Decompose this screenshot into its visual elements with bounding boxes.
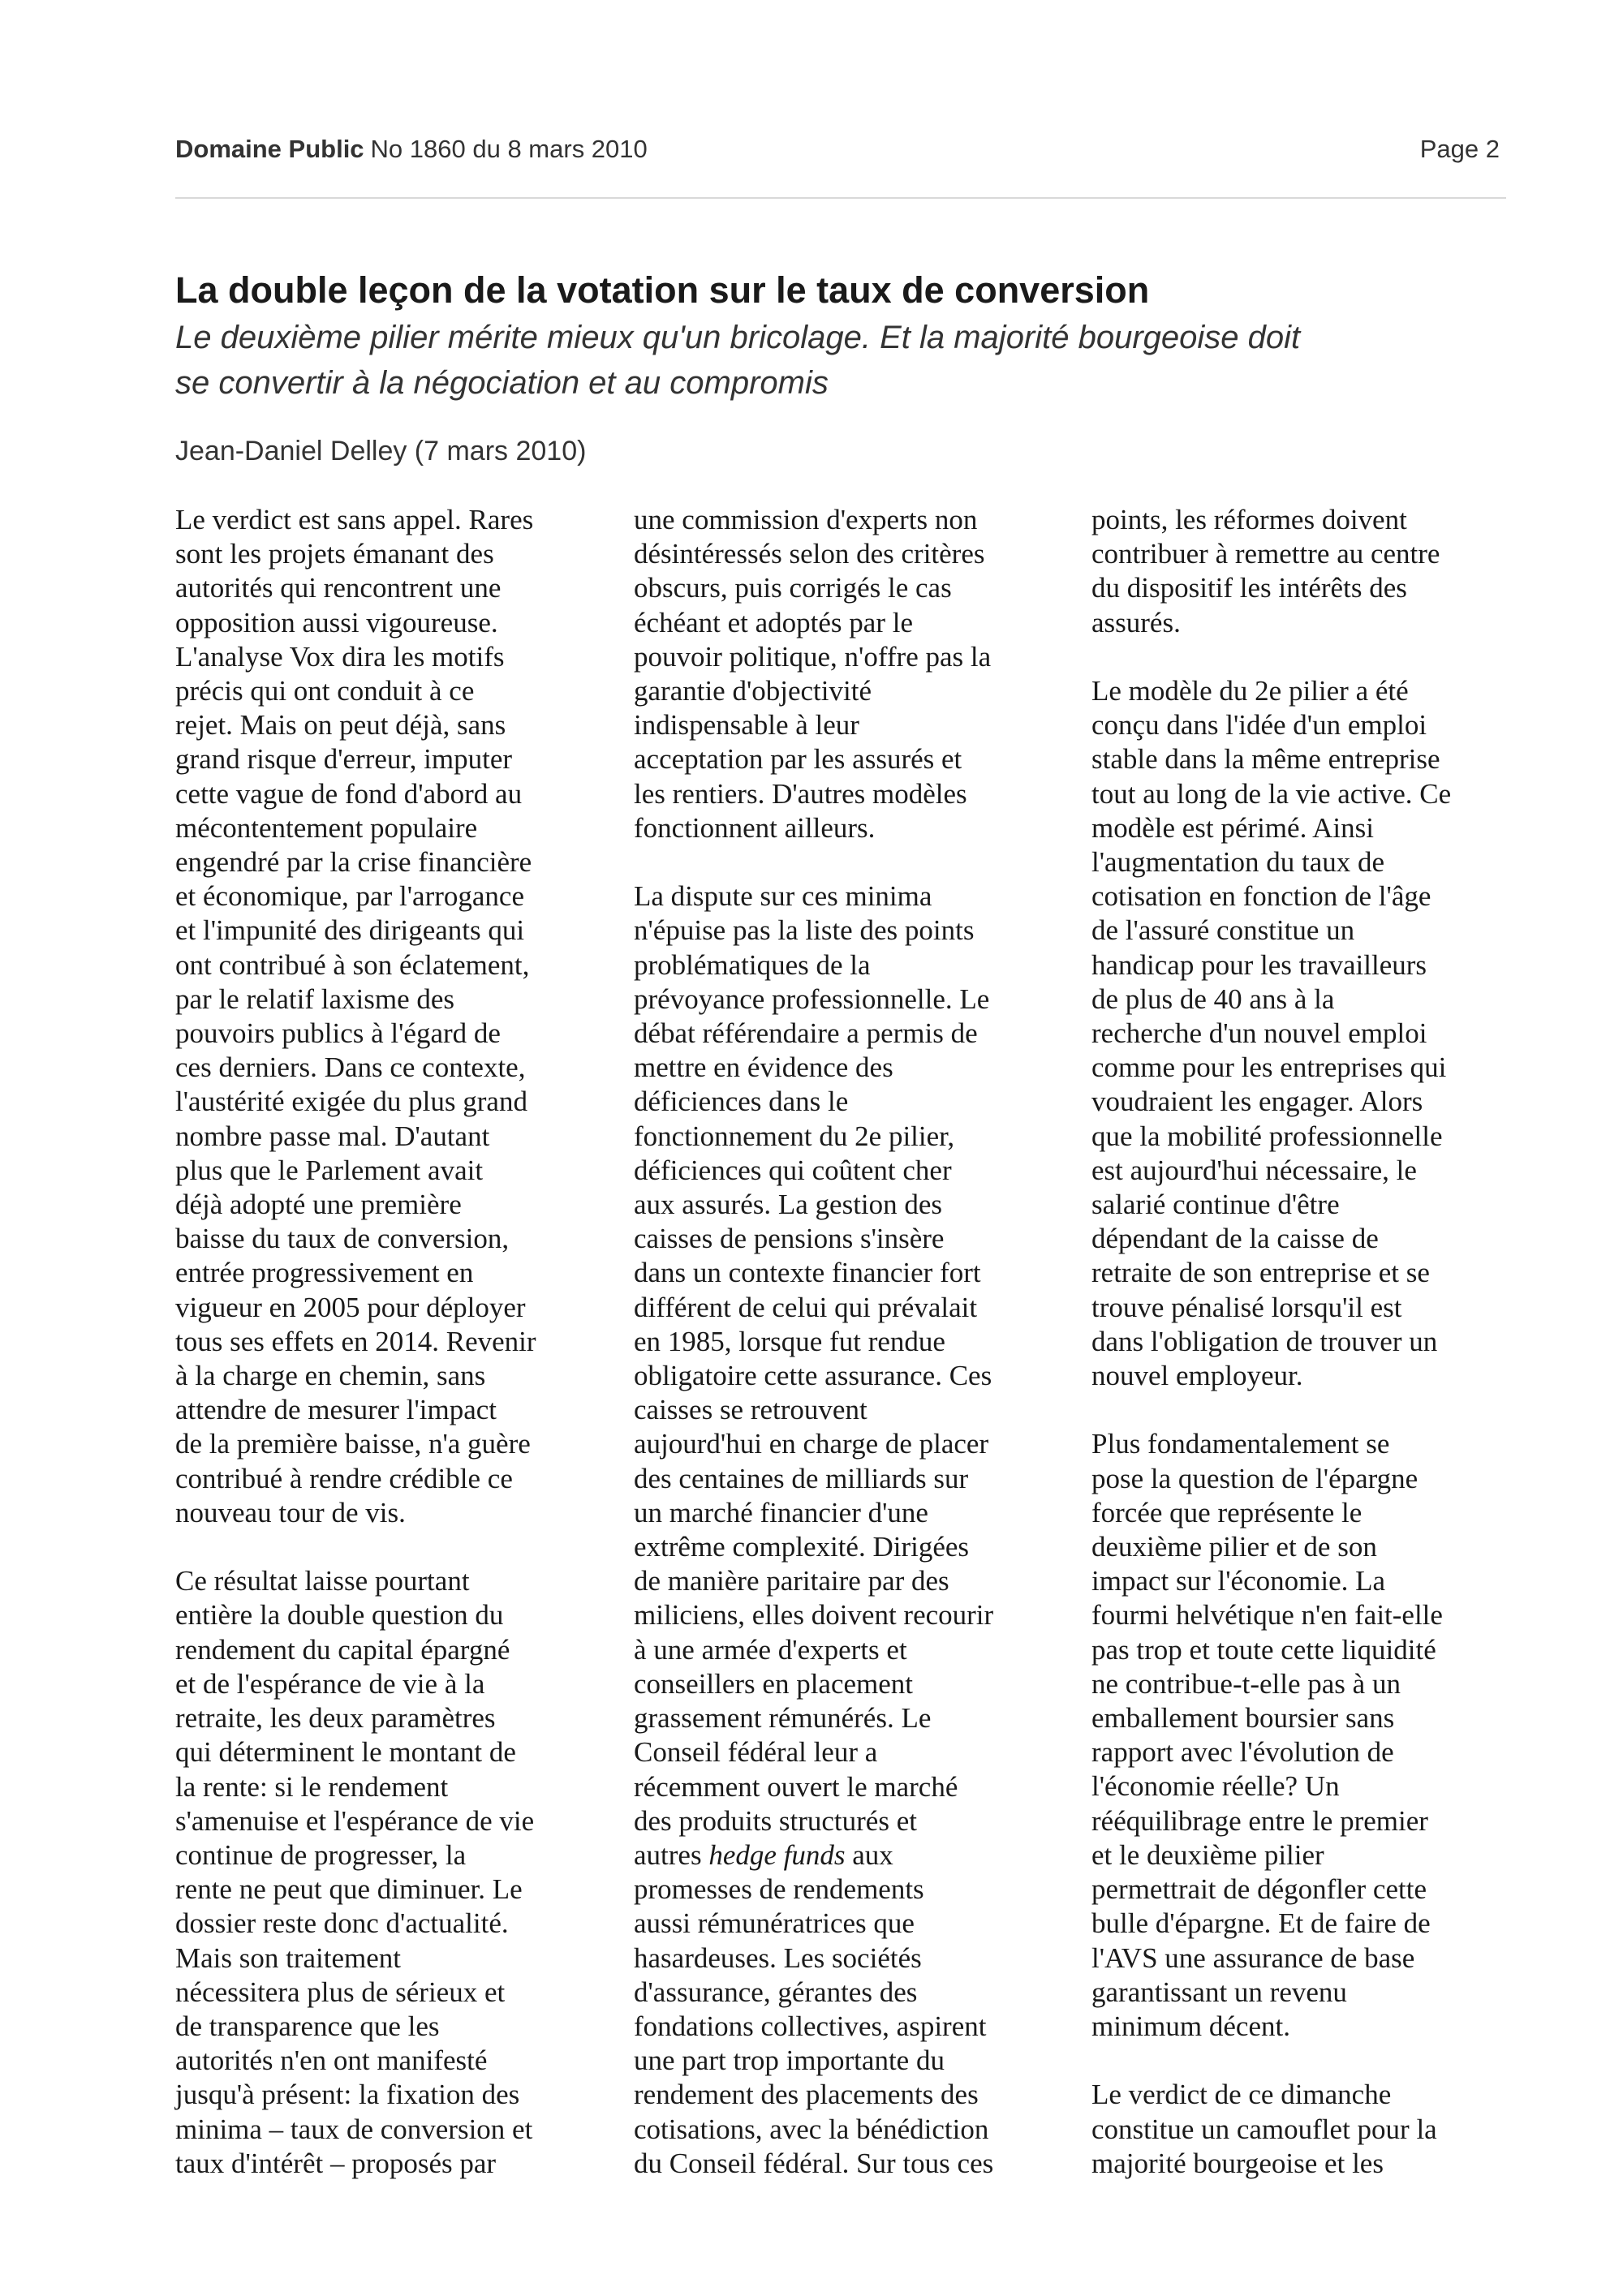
text-line: impact sur l'économie. La: [1091, 1565, 1386, 1597]
text-line: nouveau tour de vis.: [175, 1496, 406, 1529]
text-line: est aujourd'hui nécessaire, le: [1091, 1154, 1417, 1186]
text-line: Conseil fédéral leur a: [634, 1736, 878, 1769]
text-line: dépendant de la caisse de: [1091, 1223, 1379, 1255]
text-line: précis qui ont conduit à ce: [175, 675, 475, 707]
text-line: conçu dans l'idée d'un emploi: [1091, 709, 1427, 742]
text-line: dans l'obligation de trouver un: [1091, 1325, 1438, 1357]
text-line: que la mobilité professionnelle: [1091, 1120, 1443, 1152]
text-line: n'épuise pas la liste des points: [634, 914, 975, 947]
text-line: l'austérité exigée du plus grand: [175, 1086, 527, 1118]
text-line: emballement boursier sans: [1091, 1702, 1395, 1735]
text-line: garantissant un revenu: [1091, 1976, 1347, 2008]
text-line: obscurs, puis corrigés le cas: [634, 572, 952, 604]
text-line: rendement du capital épargné: [175, 1633, 510, 1666]
text-line: rapport avec l'évolution de: [1091, 1736, 1394, 1769]
subtitle-line: Le deuxième pilier mérite mieux qu'un bricolage. Et la majorité bourgeoise doit: [175, 320, 1301, 355]
article-title: La double leçon de la votation sur le taux de conversion: [175, 269, 1150, 311]
text-line: deuxième pilier et de son: [1091, 1531, 1377, 1563]
text-line: dossier reste donc d'actualité.: [175, 1907, 509, 1940]
text-line: Plus fondamentalement se: [1091, 1428, 1390, 1460]
text-line: caisses de pensions s'insère: [634, 1223, 945, 1255]
text-line: obligatoire cette assurance. Ces: [634, 1360, 992, 1392]
text-line: caisses se retrouvent: [634, 1394, 867, 1426]
text-line: de la première baisse, n'a guère: [175, 1428, 531, 1460]
text-line: aux assurés. La gestion des: [634, 1189, 943, 1221]
text-line: promesses de rendements: [634, 1873, 924, 1906]
text-line: comme pour les entreprises qui: [1091, 1051, 1447, 1084]
text-line: l'économie réelle? Un: [1091, 1770, 1340, 1803]
text-line: Le verdict est sans appel. Rares: [175, 504, 534, 535]
text-line: modèle est périmé. Ainsi: [1091, 811, 1374, 844]
text-line: L'analyse Vox dira les motifs: [175, 640, 505, 673]
text-line: entrée progressivement en: [175, 1257, 474, 1289]
text-line: majorité bourgeoise et les: [1091, 2147, 1384, 2179]
text-line: entière la double question du: [175, 1599, 504, 1632]
text-column-1: [175, 503, 613, 2181]
text-line: plus que le Parlement avait: [175, 1154, 484, 1186]
page-number: Page 2: [1419, 135, 1500, 163]
text-line: une commission d'experts non: [634, 504, 978, 535]
text-line: problématiques de la: [634, 948, 871, 981]
text-line: rente ne peut que diminuer. Le: [175, 1873, 523, 1906]
text-line: l'AVS une assurance de base: [1091, 1941, 1415, 1974]
text-line: aussi rémunératrices que: [634, 1907, 915, 1940]
text-line: rééquilibrage entre le premier: [1091, 1804, 1428, 1837]
text-line: Mais son traitement: [175, 1941, 402, 1974]
text-line: grassement rémunérés. Le: [634, 1702, 932, 1735]
text-line: forcée que représente le: [1091, 1496, 1363, 1529]
text-line: l'augmentation du taux de: [1091, 846, 1385, 879]
text-line: pouvoirs publics à l'égard de: [175, 1017, 501, 1050]
text-line: mettre en évidence des: [634, 1051, 893, 1084]
text-line: nécessitera plus de sérieux et: [175, 1976, 506, 2008]
text-line: nouvel employeur.: [1091, 1360, 1303, 1392]
text-line: de plus de 40 ans à la: [1091, 982, 1335, 1015]
text-line: désintéressés selon des critères: [634, 538, 985, 570]
text-line: la rente: si le rendement: [175, 1770, 449, 1803]
text-line: autres hedge funds aux: [634, 1838, 893, 1871]
text-line: fonctionnent ailleurs.: [634, 811, 876, 844]
text-line: fourmi helvétique n'en fait-elle: [1091, 1599, 1443, 1632]
text-column-2: [634, 503, 1072, 2181]
text-line: contribué à rendre crédible ce: [175, 1462, 513, 1494]
text-line: autorités n'en ont manifesté: [175, 2044, 488, 2077]
text-line: rendement des placements des: [634, 2079, 979, 2111]
text-line: ne contribue-t-elle pas à un: [1091, 1667, 1401, 1700]
text-line: hasardeuses. Les sociétés: [634, 1941, 922, 1974]
emphasized-term: hedge funds: [708, 1838, 846, 1871]
text-line: indispensable à leur: [634, 709, 859, 742]
text-line: déficiences dans le: [634, 1086, 849, 1118]
page-header: [175, 135, 1506, 174]
text-line: fonctionnement du 2e pilier,: [634, 1120, 955, 1152]
paragraph: [1091, 1427, 1530, 2044]
paragraph: [1091, 2078, 1530, 2181]
text-line: des centaines de milliards sur: [634, 1462, 969, 1494]
text-line: du Conseil fédéral. Sur tous ces: [634, 2147, 994, 2179]
text-line: miliciens, elles doivent recourir: [634, 1599, 994, 1632]
text-line: cette vague de fond d'abord au: [175, 777, 523, 810]
text-line: déficiences qui coûtent cher: [634, 1154, 952, 1186]
text-line: les rentiers. D'autres modèles: [634, 777, 967, 810]
text-line: trouve pénalisé lorsqu'il est: [1091, 1291, 1402, 1323]
text-line: et l'impunité des dirigeants qui: [175, 914, 525, 947]
text-line: Ce résultat laisse pourtant: [175, 1565, 470, 1597]
text-line: pas trop et toute cette liquidité: [1091, 1633, 1436, 1666]
text-line: acceptation par les assurés et: [634, 743, 962, 776]
text-line: fondations collectives, aspirent: [634, 2010, 987, 2042]
text-line: du dispositif les intérêts des: [1091, 572, 1407, 604]
text-line: aujourd'hui en charge de placer: [634, 1428, 989, 1460]
text-line: nombre passe mal. D'autant: [175, 1120, 490, 1152]
paragraph: [175, 1564, 613, 2181]
text-line: minima – taux de conversion et: [175, 2113, 533, 2145]
text-line: garantie d'objectivité: [634, 675, 872, 707]
text-line: des produits structurés et: [634, 1804, 917, 1837]
text-line: constitue un camouflet pour la: [1091, 2113, 1437, 2145]
text-line: opposition aussi vigoureuse.: [175, 606, 498, 638]
text-line: prévoyance professionnelle. Le: [634, 982, 990, 1015]
paragraph: [1091, 674, 1530, 1393]
text-line: par le relatif laxisme des: [175, 982, 455, 1015]
text-line: tous ses effets en 2014. Revenir: [175, 1325, 536, 1357]
text-line: à une armée d'experts et: [634, 1633, 907, 1666]
text-line: La dispute sur ces minima: [634, 880, 932, 913]
text-line: tout au long de la vie active. Ce: [1091, 777, 1452, 810]
text-line: en 1985, lorsque fut rendue: [634, 1325, 945, 1357]
text-line: ces derniers. Dans ce contexte,: [175, 1051, 526, 1084]
paragraph: [175, 503, 613, 1530]
text-line: de transparence que les: [175, 2010, 440, 2042]
text-column-3: [1091, 503, 1530, 2181]
text-line: de l'assuré constitue un: [1091, 914, 1355, 947]
header-divider: [175, 197, 1506, 199]
text-line: s'amenuise et l'espérance de vie: [175, 1804, 535, 1837]
text-line: bulle d'épargne. Et de faire de: [1091, 1907, 1431, 1940]
text-line: assurés.: [1091, 606, 1181, 638]
text-line: extrême complexité. Dirigées: [634, 1531, 970, 1563]
text-line: pouvoir politique, n'offre pas la: [634, 640, 992, 673]
text-line: différent de celui qui prévalait: [634, 1291, 978, 1323]
text-line: un marché financier d'une: [634, 1496, 928, 1529]
text-line: ont contribué à son éclatement,: [175, 948, 530, 981]
text-line: débat référendaire a permis de: [634, 1017, 978, 1050]
text-line: dans un contexte financier fort: [634, 1257, 981, 1289]
text-line: cotisations, avec la bénédiction: [634, 2113, 989, 2145]
text-line: et le deuxième pilier: [1091, 1838, 1324, 1871]
text-line: stable dans la même entreprise: [1091, 743, 1440, 776]
text-line: rejet. Mais on peut déjà, sans: [175, 709, 506, 742]
text-line: déjà adopté une première: [175, 1189, 462, 1221]
article-byline: Jean-Daniel Delley (7 mars 2010): [175, 436, 587, 467]
subtitle-line: se convertir à la négociation et au compromis: [175, 365, 829, 401]
text-line: de manière paritaire par des: [634, 1565, 949, 1597]
text-line: mécontentement populaire: [175, 811, 478, 844]
text-line: retraite, les deux paramètres: [175, 1702, 496, 1735]
publication-name: Domaine Public: [175, 135, 364, 163]
text-line: permettrait de dégonfler cette: [1091, 1873, 1427, 1906]
text-line: cotisation en fonction de l'âge: [1091, 880, 1431, 913]
text-line: handicap pour les travailleurs: [1091, 948, 1427, 981]
text-line: retraite de son entreprise et se: [1091, 1257, 1430, 1289]
text-line: points, les réformes doivent: [1091, 504, 1407, 535]
text-line: récemment ouvert le marché: [634, 1770, 958, 1803]
text-line: autorités qui rencontrent une: [175, 572, 502, 604]
text-line: Le modèle du 2e pilier a été: [1091, 675, 1409, 707]
text-line: voudraient les engager. Alors: [1091, 1086, 1423, 1118]
paragraph: [1091, 503, 1530, 640]
text-line: pose la question de l'épargne: [1091, 1462, 1419, 1494]
text-line: Le verdict de ce dimanche: [1091, 2079, 1392, 2111]
article-subtitle: [175, 315, 1539, 406]
text-line: une part trop importante du: [634, 2044, 945, 2077]
text-line: qui déterminent le montant de: [175, 1736, 516, 1769]
text-line: sont les projets émanant des: [175, 538, 494, 570]
text-line: et économique, par l'arrogance: [175, 880, 524, 913]
text-line: vigueur en 2005 pour déployer: [175, 1291, 526, 1323]
text-line: salarié continue d'être: [1091, 1189, 1340, 1221]
text-line: à la charge en chemin, sans: [175, 1360, 486, 1392]
text-line: engendré par la crise financière: [175, 846, 532, 879]
text-line: conseillers en placement: [634, 1667, 914, 1700]
text-line: baisse du taux de conversion,: [175, 1223, 510, 1255]
paragraph: [634, 879, 1072, 2181]
text-line: contribuer à remettre au centre: [1091, 538, 1440, 570]
text-line: échéant et adoptés par le: [634, 606, 913, 638]
text-line: et de l'espérance de vie à la: [175, 1667, 485, 1700]
text-line: taux d'intérêt – proposés par: [175, 2147, 497, 2179]
text-line: recherche d'un nouvel emploi: [1091, 1017, 1427, 1050]
text-line: d'assurance, gérantes des: [634, 1976, 918, 2008]
text-line: attendre de mesurer l'impact: [175, 1394, 497, 1426]
text-line: jusqu'à présent: la fixation des: [175, 2079, 520, 2111]
paragraph: [634, 503, 1072, 845]
text-line: continue de progresser, la: [175, 1838, 467, 1871]
text-line: grand risque d'erreur, imputer: [175, 743, 513, 776]
text-line: minimum décent.: [1091, 2010, 1290, 2042]
issue-info: No 1860 du 8 mars 2010: [370, 135, 648, 163]
